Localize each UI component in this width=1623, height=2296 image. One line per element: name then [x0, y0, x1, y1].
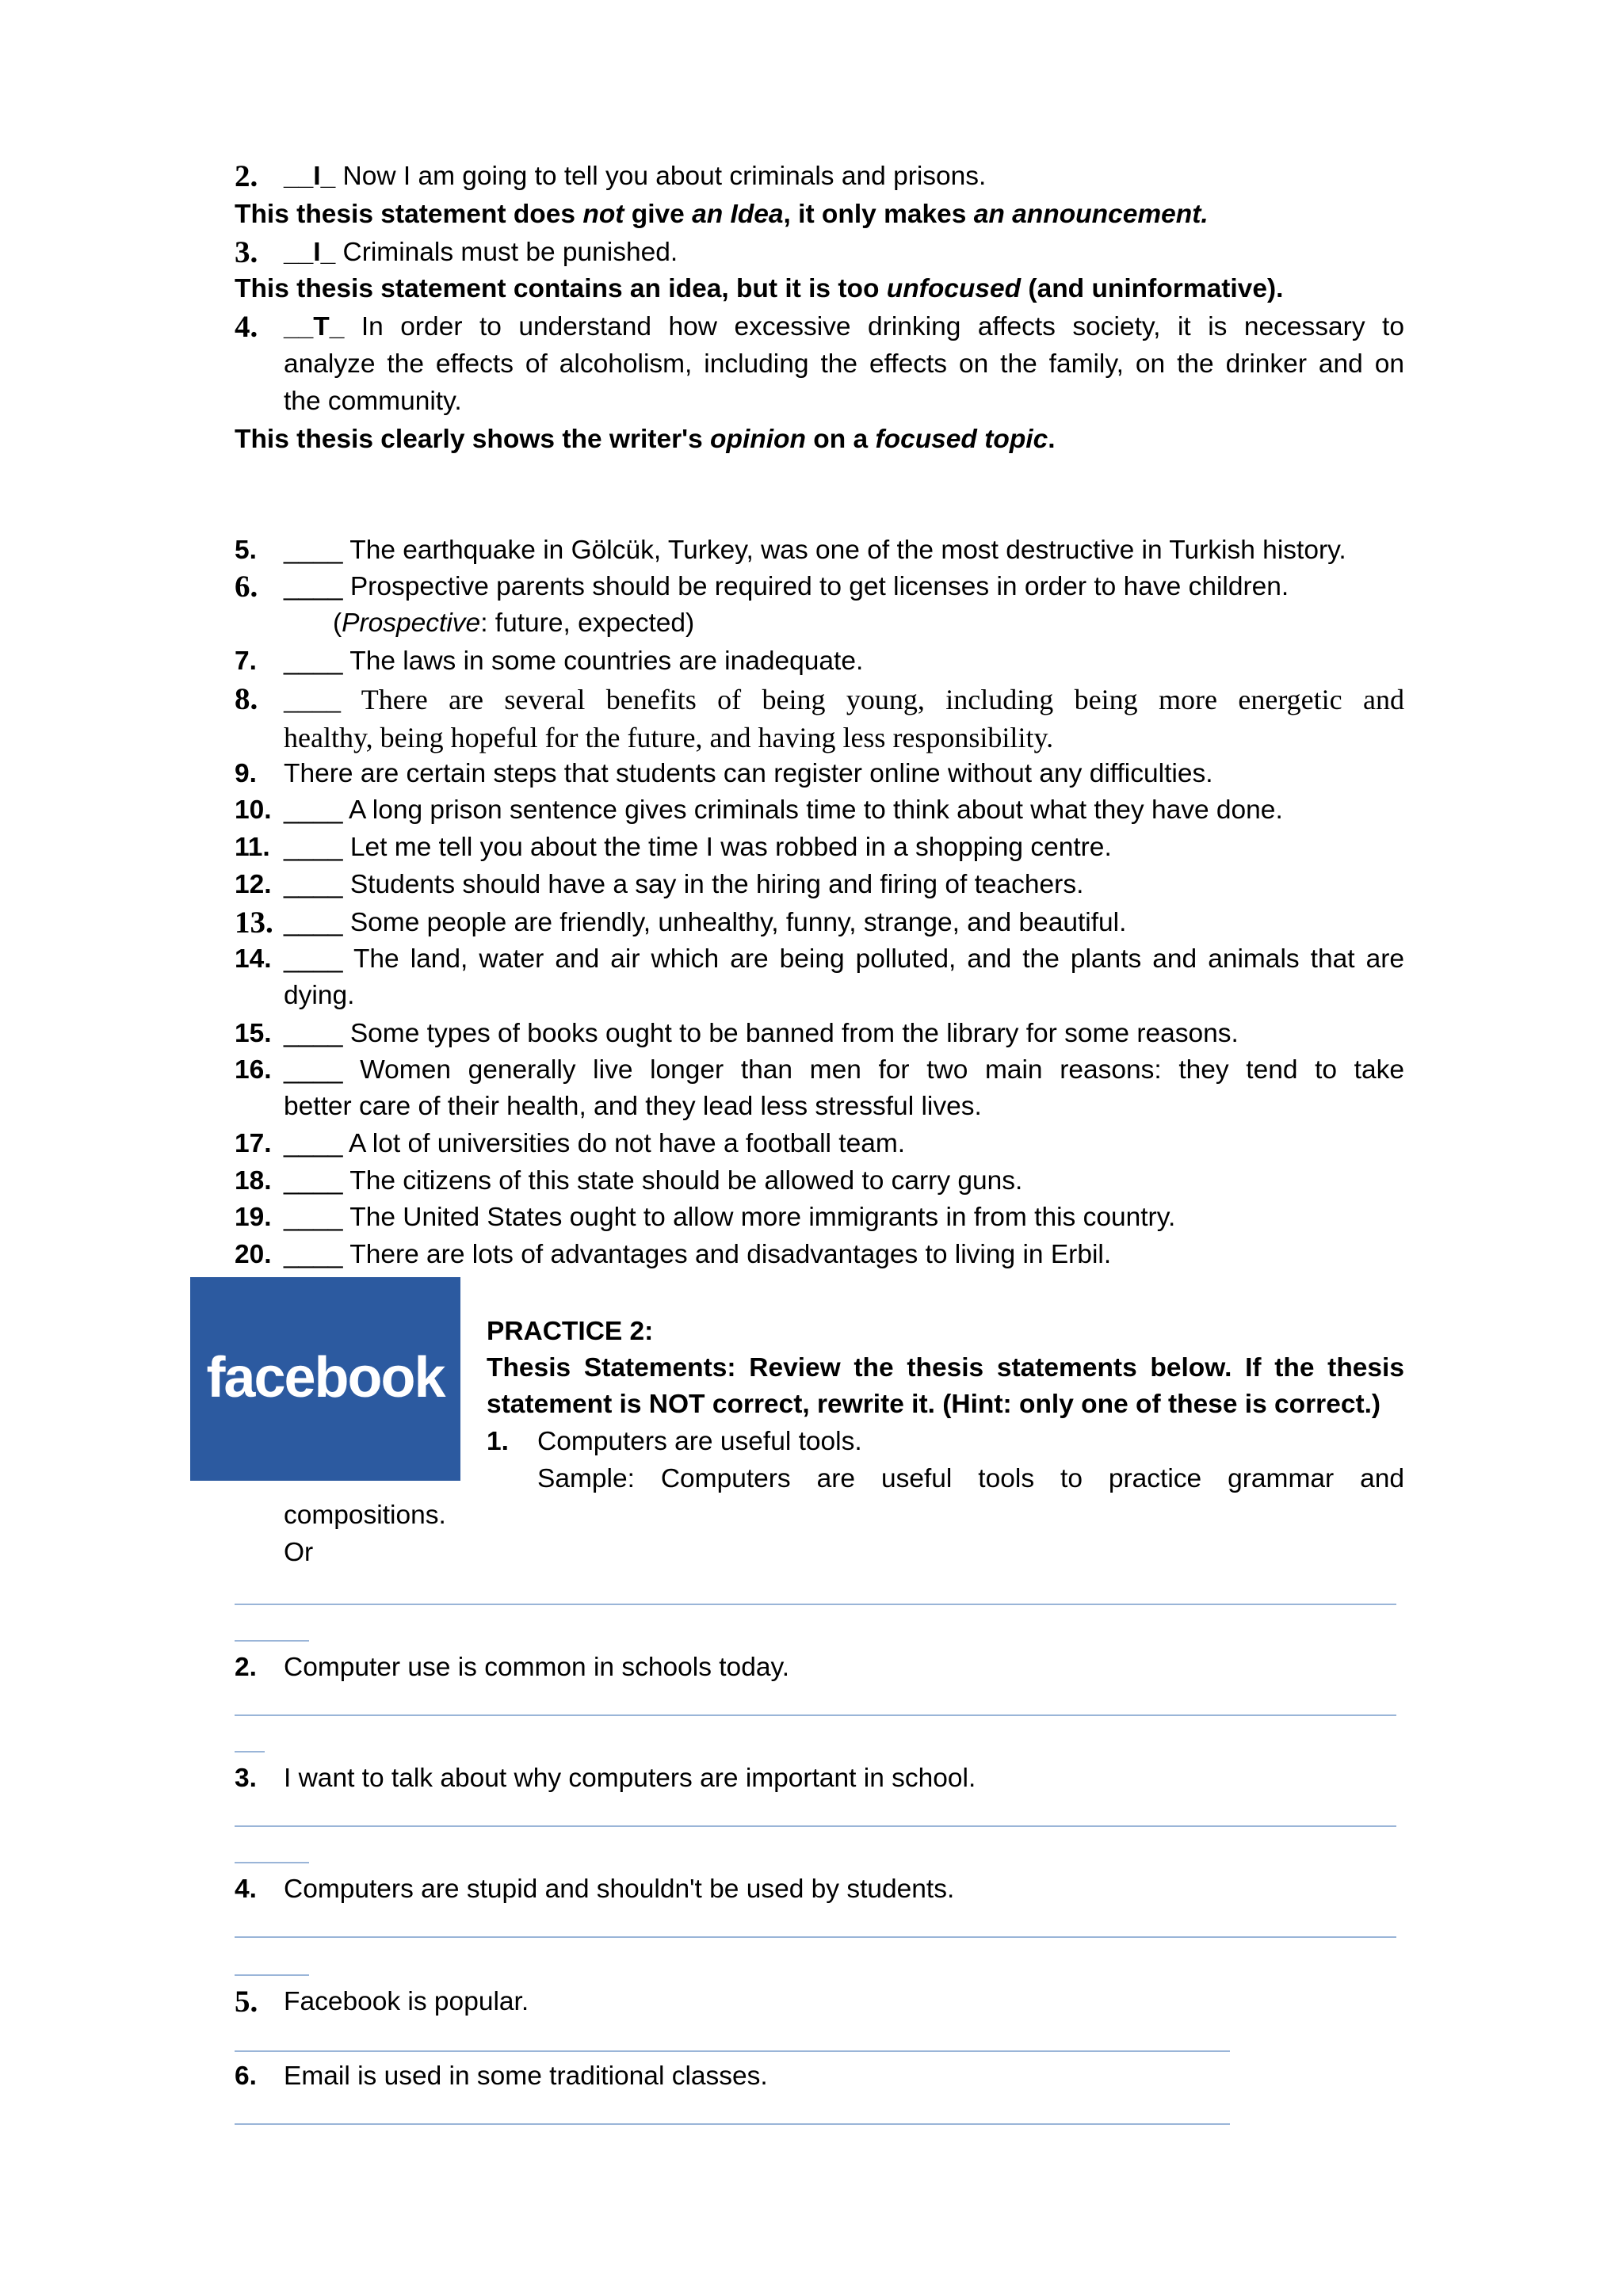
- item-number: 10.: [235, 795, 272, 825]
- paren: (: [333, 608, 342, 638]
- item-number: 2.: [235, 1653, 257, 1682]
- item-number: 14.: [235, 944, 272, 974]
- facebook-logo: [190, 1277, 460, 1481]
- or-text: Or: [284, 1538, 314, 1567]
- note-text: (and uninformative).: [1021, 274, 1284, 303]
- item-13: [235, 905, 1127, 943]
- item-16-line-2: better care of their health, and they lead less stressful lives.: [284, 1092, 982, 1121]
- item-number: 3.: [235, 235, 258, 269]
- item-body: [284, 158, 986, 195]
- item-text: ____ Let me tell you about the time I was robbed in a shopping centre.: [284, 833, 1112, 862]
- item-text: ____ There are lots of advantages and disadvantages to living in Erbil.: [284, 1240, 1112, 1269]
- answer-line[interactable]: [235, 2123, 1230, 2125]
- note-text: This thesis clearly shows the writer's: [235, 425, 711, 454]
- answer-line[interactable]: [235, 2050, 1230, 2052]
- item-8: [235, 681, 258, 719]
- item-16: [235, 1052, 272, 1089]
- item-text: Email is used in some traditional classes.: [284, 2061, 768, 2091]
- item-number: 8.: [235, 682, 258, 716]
- definition-text: : future, expected): [480, 608, 695, 638]
- answer-line[interactable]: [235, 1714, 1396, 1716]
- item-5: [235, 532, 1346, 569]
- note-text: , it only makes: [783, 200, 974, 229]
- sample-line-1: Sample: Computers are useful tools to practice grammar and: [537, 1464, 1404, 1493]
- p2-item-1: [487, 1424, 862, 1460]
- note-italic: unfocused: [886, 274, 1022, 303]
- item-text: ____ Students should have a say in the hiring and firing of teachers.: [284, 870, 1084, 899]
- item-2: [235, 158, 987, 196]
- item-text: Facebook is popular.: [284, 1987, 529, 2016]
- item-9: [235, 756, 1213, 792]
- item-number: 18.: [235, 1166, 272, 1196]
- answer-mark: __T_: [284, 312, 345, 341]
- item-text: I want to talk about why computers are important in school.: [284, 1764, 976, 1793]
- item-text: ____ Some types of books ought to be banned from the library for some reasons.: [284, 1019, 1239, 1048]
- facebook-logo-text: facebook: [206, 1346, 445, 1409]
- item-4-line-3: the community.: [284, 387, 462, 416]
- item-6: [235, 569, 1289, 607]
- p2-item-4: [235, 1871, 955, 1908]
- item-7: [235, 643, 864, 680]
- item-number: 15.: [235, 1019, 272, 1048]
- item-text: Criminals must be punished.: [335, 238, 678, 267]
- item-11: [235, 830, 1112, 866]
- item-text: There are certain steps that students can register online without any difficulties.: [284, 759, 1213, 788]
- answer-mark: __I_: [284, 162, 336, 191]
- practice-2-instructions-line-2: statement is NOT correct, rewrite it. (Hint: only one of these is correct.): [487, 1390, 1381, 1419]
- item-number: 1.: [487, 1427, 509, 1456]
- note-italic: focused topic: [875, 425, 1048, 454]
- note-text: This thesis statement does: [235, 200, 583, 229]
- item-16-line-1: ____ Women generally live longer than men for two main reasons: they tend to take: [284, 1055, 1404, 1085]
- item-number: 2.: [235, 159, 258, 193]
- note-text: on a: [805, 425, 876, 454]
- item-text: ____ The laws in some countries are inadequate.: [284, 646, 864, 676]
- note-italic: not: [582, 200, 624, 229]
- item-text: ____ The earthquake in Gölcük, Turkey, was one of the most destructive in Turkish history.: [284, 536, 1346, 565]
- item-number: 9.: [235, 759, 257, 788]
- item-8-line-1: ____ There are several benefits of being young, including being more energetic and: [284, 684, 1404, 715]
- answer-line[interactable]: [235, 1604, 1396, 1605]
- item-text: ____ The United States ought to allow more immigrants in from this country.: [284, 1203, 1176, 1232]
- item-text: In order to understand how excessive drinking affects society, it is necessary to: [344, 312, 1404, 341]
- item-8-line-2: healthy, being hopeful for the future, and having less responsibility.: [284, 722, 1054, 753]
- p2-item-3: [235, 1760, 976, 1797]
- item-number: 4.: [235, 1875, 257, 1904]
- answer-line-continuation[interactable]: [235, 1640, 309, 1642]
- note-italic: an announcement.: [973, 200, 1209, 229]
- note-2: [235, 271, 1283, 307]
- note-text: This thesis statement contains an idea, but it is too: [235, 274, 887, 303]
- note-text: .: [1048, 425, 1056, 454]
- practice-2-heading: PRACTICE 2:: [487, 1317, 654, 1346]
- item-text: ____ The citizens of this state should be allowed to carry guns.: [284, 1166, 1023, 1196]
- item-body: [284, 235, 678, 271]
- item-number: 13.: [235, 906, 273, 940]
- note-text: give: [624, 200, 693, 229]
- item-20: [235, 1237, 1112, 1273]
- item-text: Now I am going to tell you about criminals and prisons.: [335, 162, 987, 191]
- item-number: 6.: [235, 570, 258, 604]
- item-12: [235, 867, 1084, 903]
- note-1: [235, 196, 1209, 233]
- item-number: 4.: [235, 310, 258, 344]
- item-4: [235, 309, 258, 347]
- p2-item-2: [235, 1650, 790, 1686]
- sample-line-2: compositions.: [284, 1501, 446, 1530]
- note-italic: an Idea: [692, 200, 784, 229]
- item-text: ____ A long prison sentence gives criminals time to think about what they have done.: [284, 795, 1283, 825]
- item-text: Computers are stupid and shouldn't be used by students.: [284, 1875, 955, 1904]
- item-text: ____ A lot of universities do not have a football team.: [284, 1129, 906, 1158]
- item-10: [235, 792, 1283, 829]
- item-18: [235, 1163, 1023, 1199]
- item-text: ____ Prospective parents should be required to get licenses in order to have children.: [284, 572, 1289, 601]
- item-number: 19.: [235, 1203, 272, 1232]
- item-6-definition: [333, 605, 694, 642]
- answer-line[interactable]: [235, 1936, 1396, 1938]
- answer-line-continuation[interactable]: [235, 1862, 309, 1863]
- answer-line[interactable]: [235, 1825, 1396, 1827]
- item-14-line-1: ____ The land, water and air which are being polluted, and the plants and animals that are: [284, 944, 1404, 974]
- item-15: [235, 1016, 1239, 1052]
- item-14: [235, 941, 272, 978]
- item-number: 5.: [235, 1985, 258, 2019]
- item-4-line-2: analyze the effects of alcoholism, including the effects on the family, on the drinker and on: [284, 349, 1404, 379]
- item-number: 20.: [235, 1240, 272, 1269]
- item-19: [235, 1199, 1176, 1236]
- item-number: 12.: [235, 870, 272, 899]
- p2-item-5: [235, 1984, 529, 2022]
- note-3: [235, 421, 1056, 458]
- item-14-line-2: dying.: [284, 981, 355, 1010]
- answer-mark: __I_: [284, 238, 336, 267]
- answer-line-continuation[interactable]: [235, 1974, 309, 1976]
- practice-2-instructions-line-1: Thesis Statements: Review the thesis statements below. If the thesis: [487, 1353, 1404, 1383]
- p2-item-6: [235, 2058, 768, 2095]
- item-number: 6.: [235, 2061, 257, 2091]
- answer-line-continuation[interactable]: [235, 1751, 265, 1753]
- item-number: 7.: [235, 646, 257, 676]
- item-4-line-1: [284, 309, 1404, 345]
- item-text: Computers are useful tools.: [537, 1427, 862, 1456]
- item-number: 3.: [235, 1764, 257, 1793]
- item-text: Computer use is common in schools today.: [284, 1653, 790, 1682]
- item-text: ____ Some people are friendly, unhealthy, funny, strange, and beautiful.: [284, 908, 1127, 937]
- item-number: 5.: [235, 536, 257, 565]
- item-number: 16.: [235, 1055, 272, 1085]
- item-number: 17.: [235, 1129, 272, 1158]
- item-number: 11.: [235, 833, 270, 862]
- item-17: [235, 1126, 906, 1162]
- item-3: [235, 235, 678, 273]
- definition-term: Prospective: [342, 608, 481, 638]
- note-italic: opinion: [710, 425, 806, 454]
